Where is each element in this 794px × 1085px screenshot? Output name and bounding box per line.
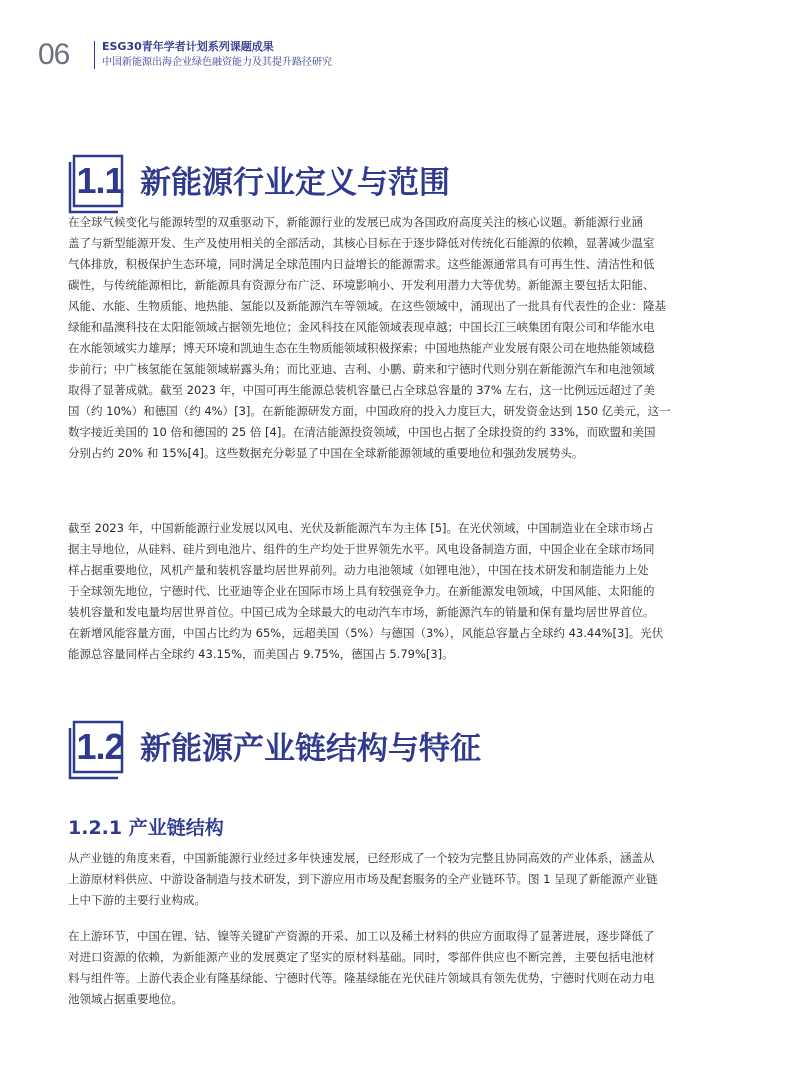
text-line: 步前行；中广核氢能在氢能领域崭露头角；而比亚迪、吉利、小鹏、蔚来和宁德时代则分别在新能源汽车和电池领域 [68, 362, 655, 376]
text-line: 样占据重要地位，风机产量和装机容量均居世界前列。动力电池领域（如锂电池），中国在技术研发和制造能力上处 [68, 563, 649, 577]
text-line: 据主导地位，从硅料、硅片到电池片、组件的生产均处于世界领先水平。风电设备制造方面，中国企业在全球市场同 [68, 542, 655, 556]
section-title: 新能源产业链结构与特征 [140, 731, 481, 767]
text-line: 取得了显著成就。截至 2023 年，中国可再生能源总装机容量已占全球总容量的 37% 左右，这一比例远远超过了美 [68, 383, 655, 397]
text-line: 能源总容量同样占全球约 43.15%，而美国占 9.75%，德国占 5.79%[3]。 [68, 647, 454, 661]
text-line: 在全球气候变化与能源转型的双重驱动下，新能源行业的发展已成为各国政府高度关注的核心议题。新能源行业涵 [68, 215, 643, 229]
text-line: 截至 2023 年，中国新能源行业发展以风电、光伏及新能源汽车为主体 [5]。在光伏领域，中国制造业在全球市场占 [68, 521, 654, 535]
section-heading-1-2 [68, 716, 748, 796]
text-line: 从产业链的角度来看，中国新能源行业经过多年快速发展，已经形成了一个较为完整且协同高效的产业体系，涵盖从 [68, 851, 655, 865]
paragraph-1 [68, 212, 726, 464]
text-line: 盖了与新型能源开发、生产及使用相关的全部活动，其核心目标在于逐步降低对传统化石能源的依赖，显著减少温室 [68, 236, 655, 250]
text-line: 数字接近美国的 10 倍和德国的 25 倍 [4]。在清洁能源投资领域，中国也占据了全球投资的约 33%，而欧盟和美国 [68, 425, 656, 439]
paragraph-3 [68, 848, 726, 911]
text-line: 料与组件等。上游代表企业有隆基绿能、宁德时代等。隆基绿能在光伏硅片领域具有领先优势，宁德时代则在动力电 [68, 971, 655, 985]
section-number: 1.2 [76, 726, 124, 767]
text-line: 在水能领域实力雄厚；博天环境和凯迪生态在生物质能领域积极探索；中国地热能产业发展有限公司在地热能领域稳 [68, 341, 655, 355]
report-title: 中国新能源出海企业绿色融资能力及其提升路径研究 [102, 57, 332, 68]
text-line: 上中下游的主要行业构成。 [68, 893, 206, 907]
text-line: 于全球领先地位，宁德时代、比亚迪等企业在国际市场上具有较强竞争力。在新能源发电领域，中国风能、太阳能的 [68, 584, 655, 598]
text-line: 在上游环节，中国在锂、钴、镍等关键矿产资源的开采、加工以及稀土材料的供应方面取得了显著进展，逐步降低了 [68, 929, 655, 943]
paragraph-2 [68, 518, 726, 665]
text-line: 风能、水能、生物质能、地热能、氢能以及新能源汽车等领域。在这些领域中，涌现出了一批具有代表性的企业：隆基 [68, 299, 666, 313]
text-line: 绿能和晶澳科技在太阳能领域占据领先地位；金风科技在风能领域表现卓越；中国长江三峡集团有限公司和华能水电 [68, 320, 655, 334]
text-line: 气体排放，积极保护生态环境，同时满足全球范围内日益增长的能源需求。这些能源通常具有可再生性、清洁性和低 [68, 257, 655, 271]
paragraph-4 [68, 926, 726, 1010]
section-title: 新能源行业定义与范围 [140, 165, 450, 201]
series-title: ESG30青年学者计划系列课题成果 [102, 40, 274, 53]
subsection-title: 1.2.1 产业链结构 [68, 817, 224, 839]
text-line: 国（约 10%）和德国（约 4%）[3]。在新能源研发方面，中国政府的投入力度巨大，研发资金达到 150 亿美元，这一 [68, 404, 671, 418]
header-divider [94, 41, 95, 69]
text-line: 在新增风能容量方面，中国占比约为 65%，远超美国（5%）与德国（3%），风能总容量占全球约 43.44%[3]。光伏 [68, 626, 664, 640]
text-line: 上游原材料供应、中游设备制造与技术研发，到下游应用市场及配套服务的全产业链环节。图 1 呈现了新能源产业链 [68, 872, 658, 886]
text-line: 分别占约 20% 和 15%[4]。这些数据充分彰显了中国在全球新能源领域的重要地位和强劲发展势头。 [68, 446, 584, 460]
text-line: 装机容量和发电量均居世界首位。中国已成为全球最大的电动汽车市场，新能源汽车的销量和保有量均居世界首位。 [68, 605, 655, 619]
text-line: 池领域占据重要地位。 [68, 992, 183, 1006]
page-number: 06 [38, 38, 70, 71]
section-number: 1.1 [76, 160, 124, 201]
text-line: 对进口资源的依赖，为新能源产业的发展奠定了坚实的原材料基础。同时，零部件供应也不断完善，主要包括电池材 [68, 950, 655, 964]
text-line: 碳性，与传统能源相比，新能源具有资源分布广泛、环境影响小、开发利用潜力大等优势。新能源主要包括太阳能、 [68, 278, 655, 292]
